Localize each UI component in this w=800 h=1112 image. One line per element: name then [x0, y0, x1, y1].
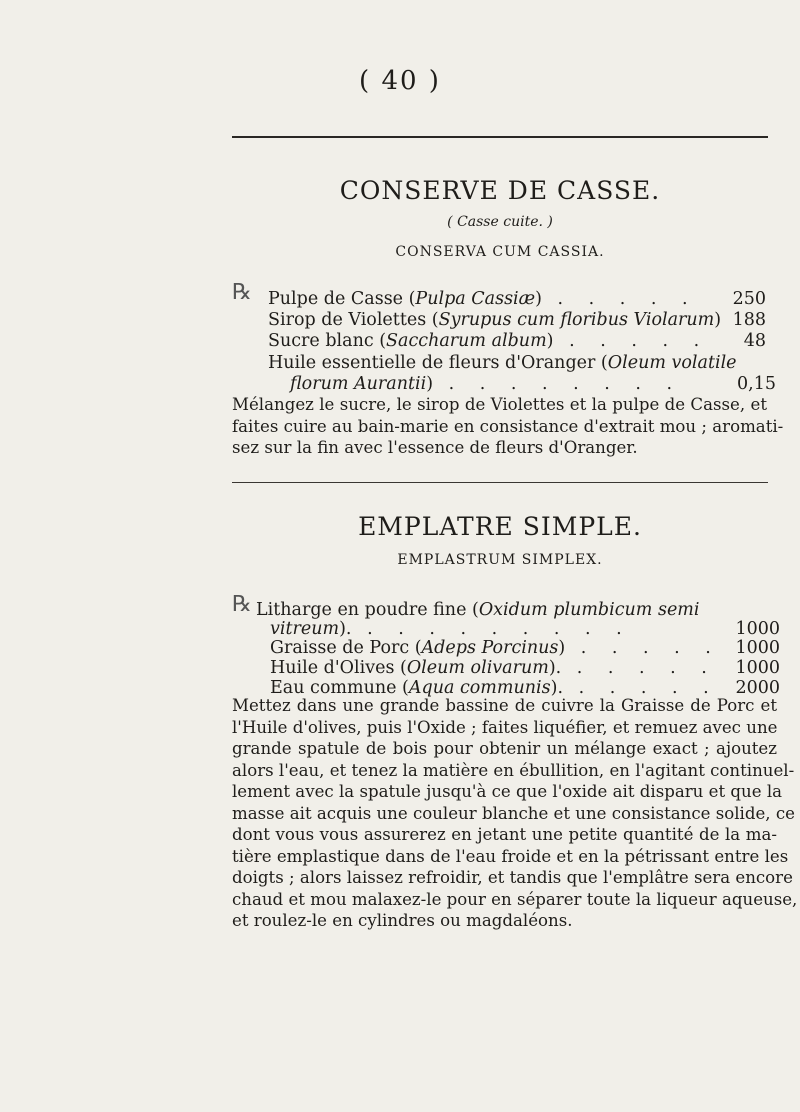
section2-instruction-line: dont vous vous assurerez en jetant une petite quantité de la ma- [232, 825, 777, 844]
section1-instruction-line: sez sur la fin avec l'essence de fleurs d'Oranger. [232, 438, 638, 457]
ingredient-latin-name: Syrupus cum floribus Violarum [438, 310, 715, 330]
section2-instruction-line: doigts ; alors laissez refroidir, et tandis que l'emplâtre sera encore [232, 868, 793, 887]
section1-instructions [232, 394, 784, 459]
ingredient-name: Huile essentielle de fleurs d'Oranger ( [268, 353, 608, 373]
section2-ingredient-quantity: 1000 [735, 619, 780, 639]
section1-ingredient-quantity: 48 [743, 331, 766, 351]
ingredient-closing: ) [426, 374, 434, 394]
leader-dots: . . . . . [561, 658, 717, 678]
section2-latin-title: EMPLASTRUM SIMPLEX. [397, 552, 603, 568]
ingredient-closing: ). [339, 619, 352, 639]
ingredient-closing: ). [550, 678, 564, 698]
section1-ingredient-line [268, 330, 709, 352]
leader-dots: . . . . . . . . [433, 374, 683, 394]
ingredient-latin-name: Aqua communis [408, 678, 551, 698]
ingredient-closing: ) [558, 638, 566, 658]
section2-instruction-line: alors l'eau, et tenez la matière en ébullition, en l'agitant continuel- [232, 760, 795, 780]
ingredient-closing: ). [548, 658, 562, 678]
section1-subtitle: ( Casse cuite. ) [447, 214, 553, 230]
ingredient-latin-name: Adeps Porcinus [421, 638, 559, 658]
leader-dots: . . . . . [565, 638, 721, 658]
page-number: ( 40 ) [359, 66, 441, 96]
ingredient-name: Huile d'Olives ( [270, 658, 407, 678]
ingredient-latin-name: Oxidum plumbicum semi [478, 600, 700, 620]
ingredient-name: Pulpe de Casse ( [268, 289, 416, 309]
section2-instruction-line: l'Huile d'olives, puis l'Oxide ; faites liquéfier, et remuez avec une [232, 717, 778, 737]
ingredient-name: Sirop de Violettes ( [268, 310, 439, 330]
section1-ingredient-line [268, 352, 737, 374]
section2-instruction-line: masse ait acquis une couleur blanche et une consistance solide, ce [232, 803, 795, 823]
section-divider-rule [232, 482, 768, 483]
section2-instruction-line: grande spatule de bois pour obtenir un mélange exact ; ajoutez [232, 739, 777, 758]
ingredient-closing: ) [714, 310, 722, 330]
ingredient-name: Litharge en poudre fine ( [256, 600, 479, 620]
section2-instruction-line: chaud et mou malaxez-le pour en séparer toute la liqueur aqueuse, [232, 889, 798, 909]
ingredient-name: Sucre blanc ( [268, 331, 387, 351]
section2-ingredient-line [270, 657, 717, 679]
section1-ingredient-quantity: 0,15 [737, 374, 776, 394]
section2-ingredient-quantity: 1000 [735, 638, 780, 658]
ingredient-latin-name: Oleum volatile [607, 353, 737, 373]
section2-instruction-line: tière emplastique dans de l'eau froide et en la pétrissant entre les [232, 846, 789, 866]
ingredient-latin-name: Saccharum album [386, 331, 547, 351]
section2-instruction-line: Mettez dans une grande bassine de cuivre la Graisse de Porc et [232, 696, 777, 715]
section2-instruction-line: lement avec la spatule jusqu'à ce que l'oxide ait disparu et que la [232, 782, 783, 801]
section1-latin-title: CONSERVA CUM CASSIA. [395, 244, 605, 260]
section1-title: CONSERVE DE CASSE. [339, 176, 661, 205]
leader-dots: . . . . . [563, 678, 719, 698]
ingredient-closing: ) [535, 289, 542, 309]
section2-ingredient-quantity: 1000 [735, 658, 780, 678]
section1-ingredient-quantity: 188 [732, 310, 766, 330]
section1-ingredient-line [290, 373, 682, 395]
section1-ingredient-line [268, 309, 721, 331]
section2-instruction-line: et roulez-le en cylindres ou magdaléons. [232, 911, 573, 930]
leader-dots: . . . . . [553, 331, 710, 351]
leader-dots: . . . . . [541, 289, 698, 309]
section2-recipe-symbol: ℞ [232, 592, 252, 617]
ingredient-latin-name: Oleum olivarum [406, 658, 549, 678]
section2-instructions [232, 695, 798, 932]
top-rule [232, 136, 768, 138]
section1-instruction-line: faites cuire au bain-marie en consistance d'extrait mou ; aromati- [232, 416, 784, 436]
ingredient-name: Graisse de Porc ( [270, 638, 422, 658]
ingredient-name: Eau commune ( [270, 678, 409, 698]
section1-recipe-symbol: ℞ [232, 280, 252, 305]
section2-title: EMPLATRE SIMPLE. [358, 512, 642, 541]
ingredient-closing: ) [546, 331, 554, 351]
section1-ingredient-quantity: 250 [732, 289, 766, 309]
ingredient-latin-name: Pulpa Cassiæ [415, 289, 536, 309]
section1-instruction-line: Mélangez le sucre, le sirop de Violettes et la pulpe de Casse, et [232, 395, 767, 414]
section2-ingredient-line [270, 637, 721, 659]
ingredient-latin-name: florum Aurantii [290, 374, 427, 394]
ingredient-latin-name: vitreum [270, 619, 340, 639]
leader-dots: . . . . . . . . . [351, 619, 632, 639]
section1-ingredient-line [268, 288, 698, 310]
section2-ingredient-quantity: 2000 [735, 678, 780, 698]
